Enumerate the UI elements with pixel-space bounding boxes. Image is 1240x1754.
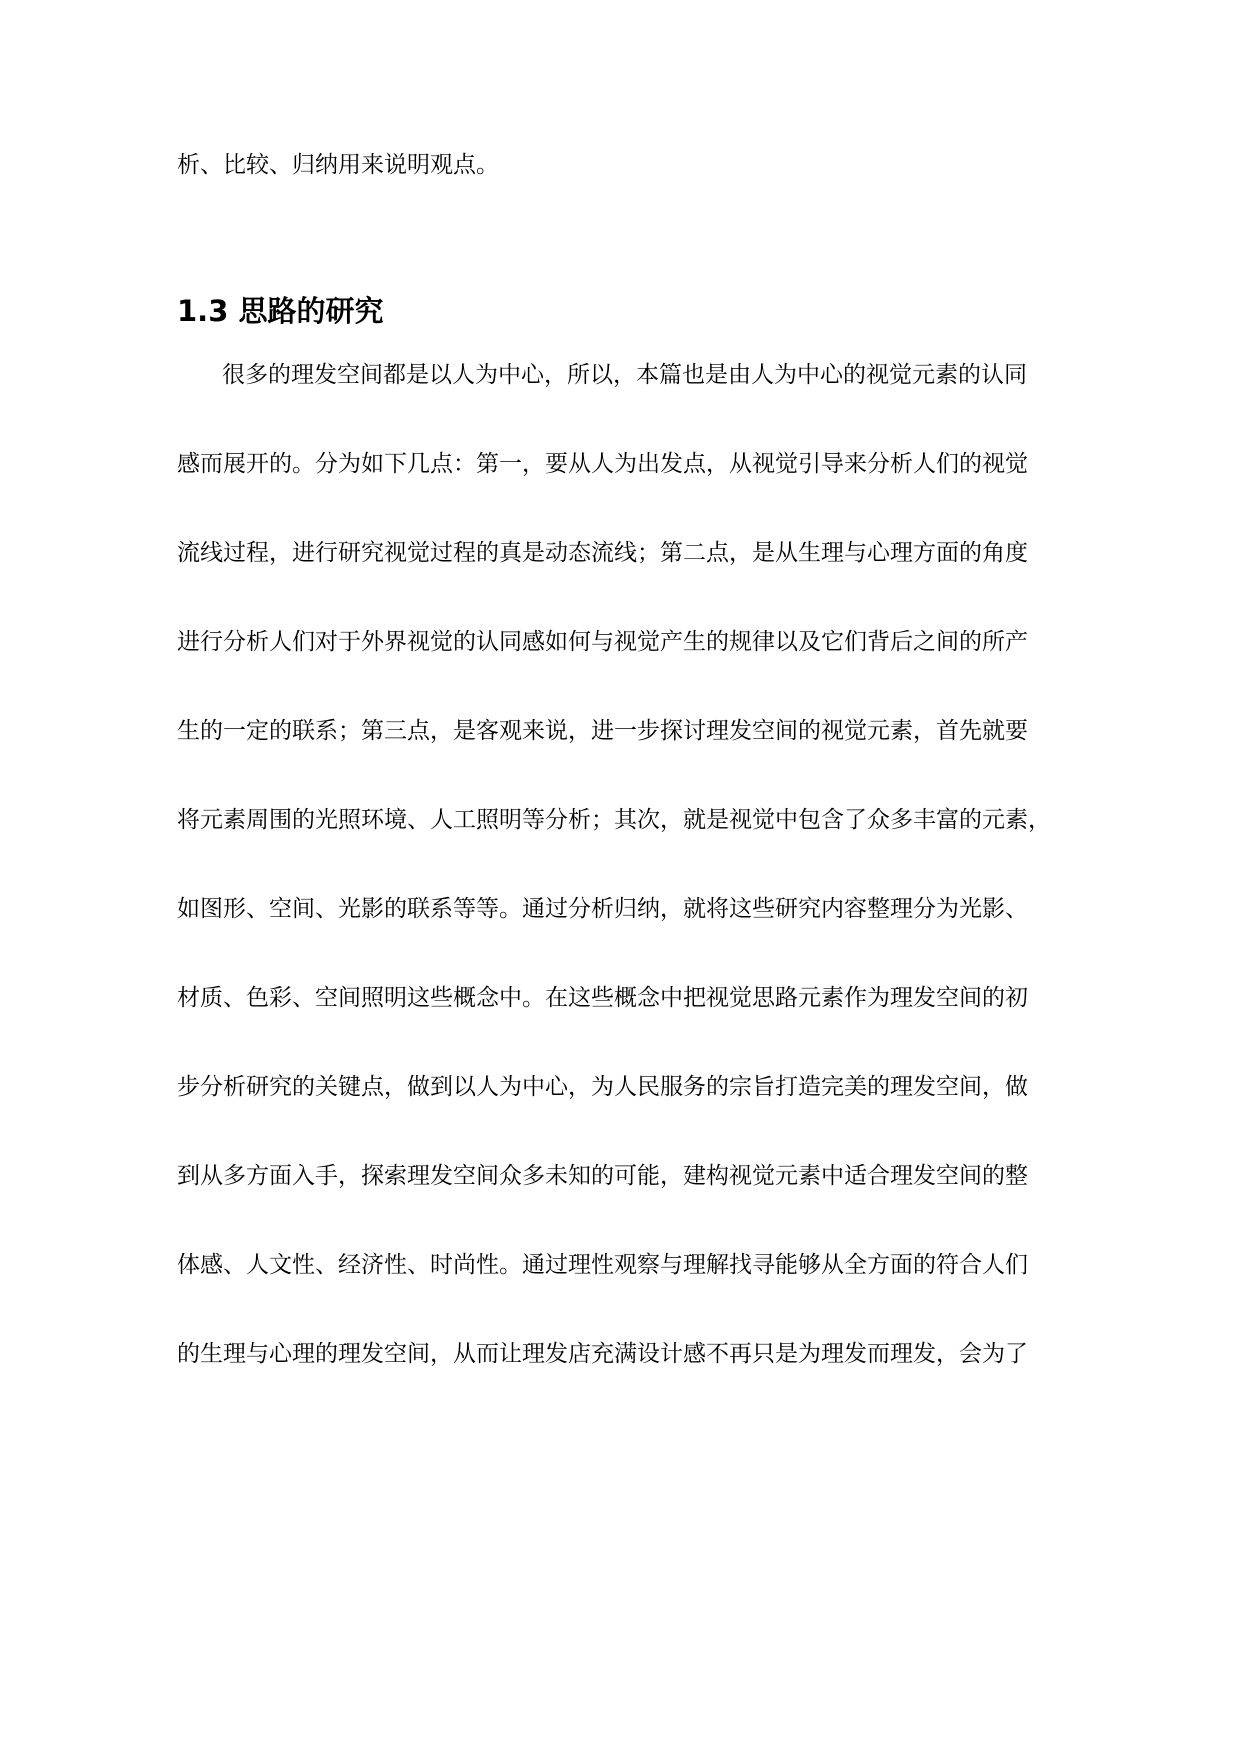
paragraph-line: 很多的理发空间都是以人为中心，所以，本篇也是由人为中心的视觉元素的认同 (222, 362, 1027, 388)
paragraph-line: 将元素周围的光照环境、人工照明等分析；其次，就是视觉中包含了众多丰富的元素， (177, 807, 1051, 833)
paragraph-line: 生的一定的联系；第三点，是客观来说，进一步探讨理发空间的视觉元素，首先就要 (177, 718, 1028, 744)
paragraph-line: 流线过程，进行研究视觉过程的真是动态流线；第二点，是从生理与心理方面的角度 (177, 540, 1028, 566)
paragraph-line: 材质、色彩、空间照明这些概念中。在这些概念中把视觉思路元素作为理发空间的初 (177, 985, 1028, 1011)
intro-line: 析、比较、归纳用来说明观点。 (177, 152, 499, 178)
paragraph-line: 的生理与心理的理发空间，从而让理发店充满设计感不再只是为理发而理发，会为了 (177, 1341, 1028, 1367)
paragraph-line: 感而展开的。分为如下几点：第一，要从人为出发点，从视觉引导来分析人们的视觉 (177, 451, 1028, 477)
section-heading: 1.3 思路的研究 (177, 294, 384, 328)
paragraph-line: 到从多方面入手，探索理发空间众多未知的可能，建构视觉元素中适合理发空间的整 (177, 1163, 1028, 1189)
paragraph-line: 如图形、空间、光影的联系等等。通过分析归纳，就将这些研究内容整理分为光影、 (177, 896, 1028, 922)
paragraph-line: 体感、人文性、经济性、时尚性。通过理性观察与理解找寻能够从全方面的符合人们 (177, 1252, 1028, 1278)
paragraph-line: 进行分析人们对于外界视觉的认同感如何与视觉产生的规律以及它们背后之间的所产 (177, 629, 1028, 655)
paragraph-line: 步分析研究的关键点，做到以人为中心，为人民服务的宗旨打造完美的理发空间，做 (177, 1074, 1028, 1100)
